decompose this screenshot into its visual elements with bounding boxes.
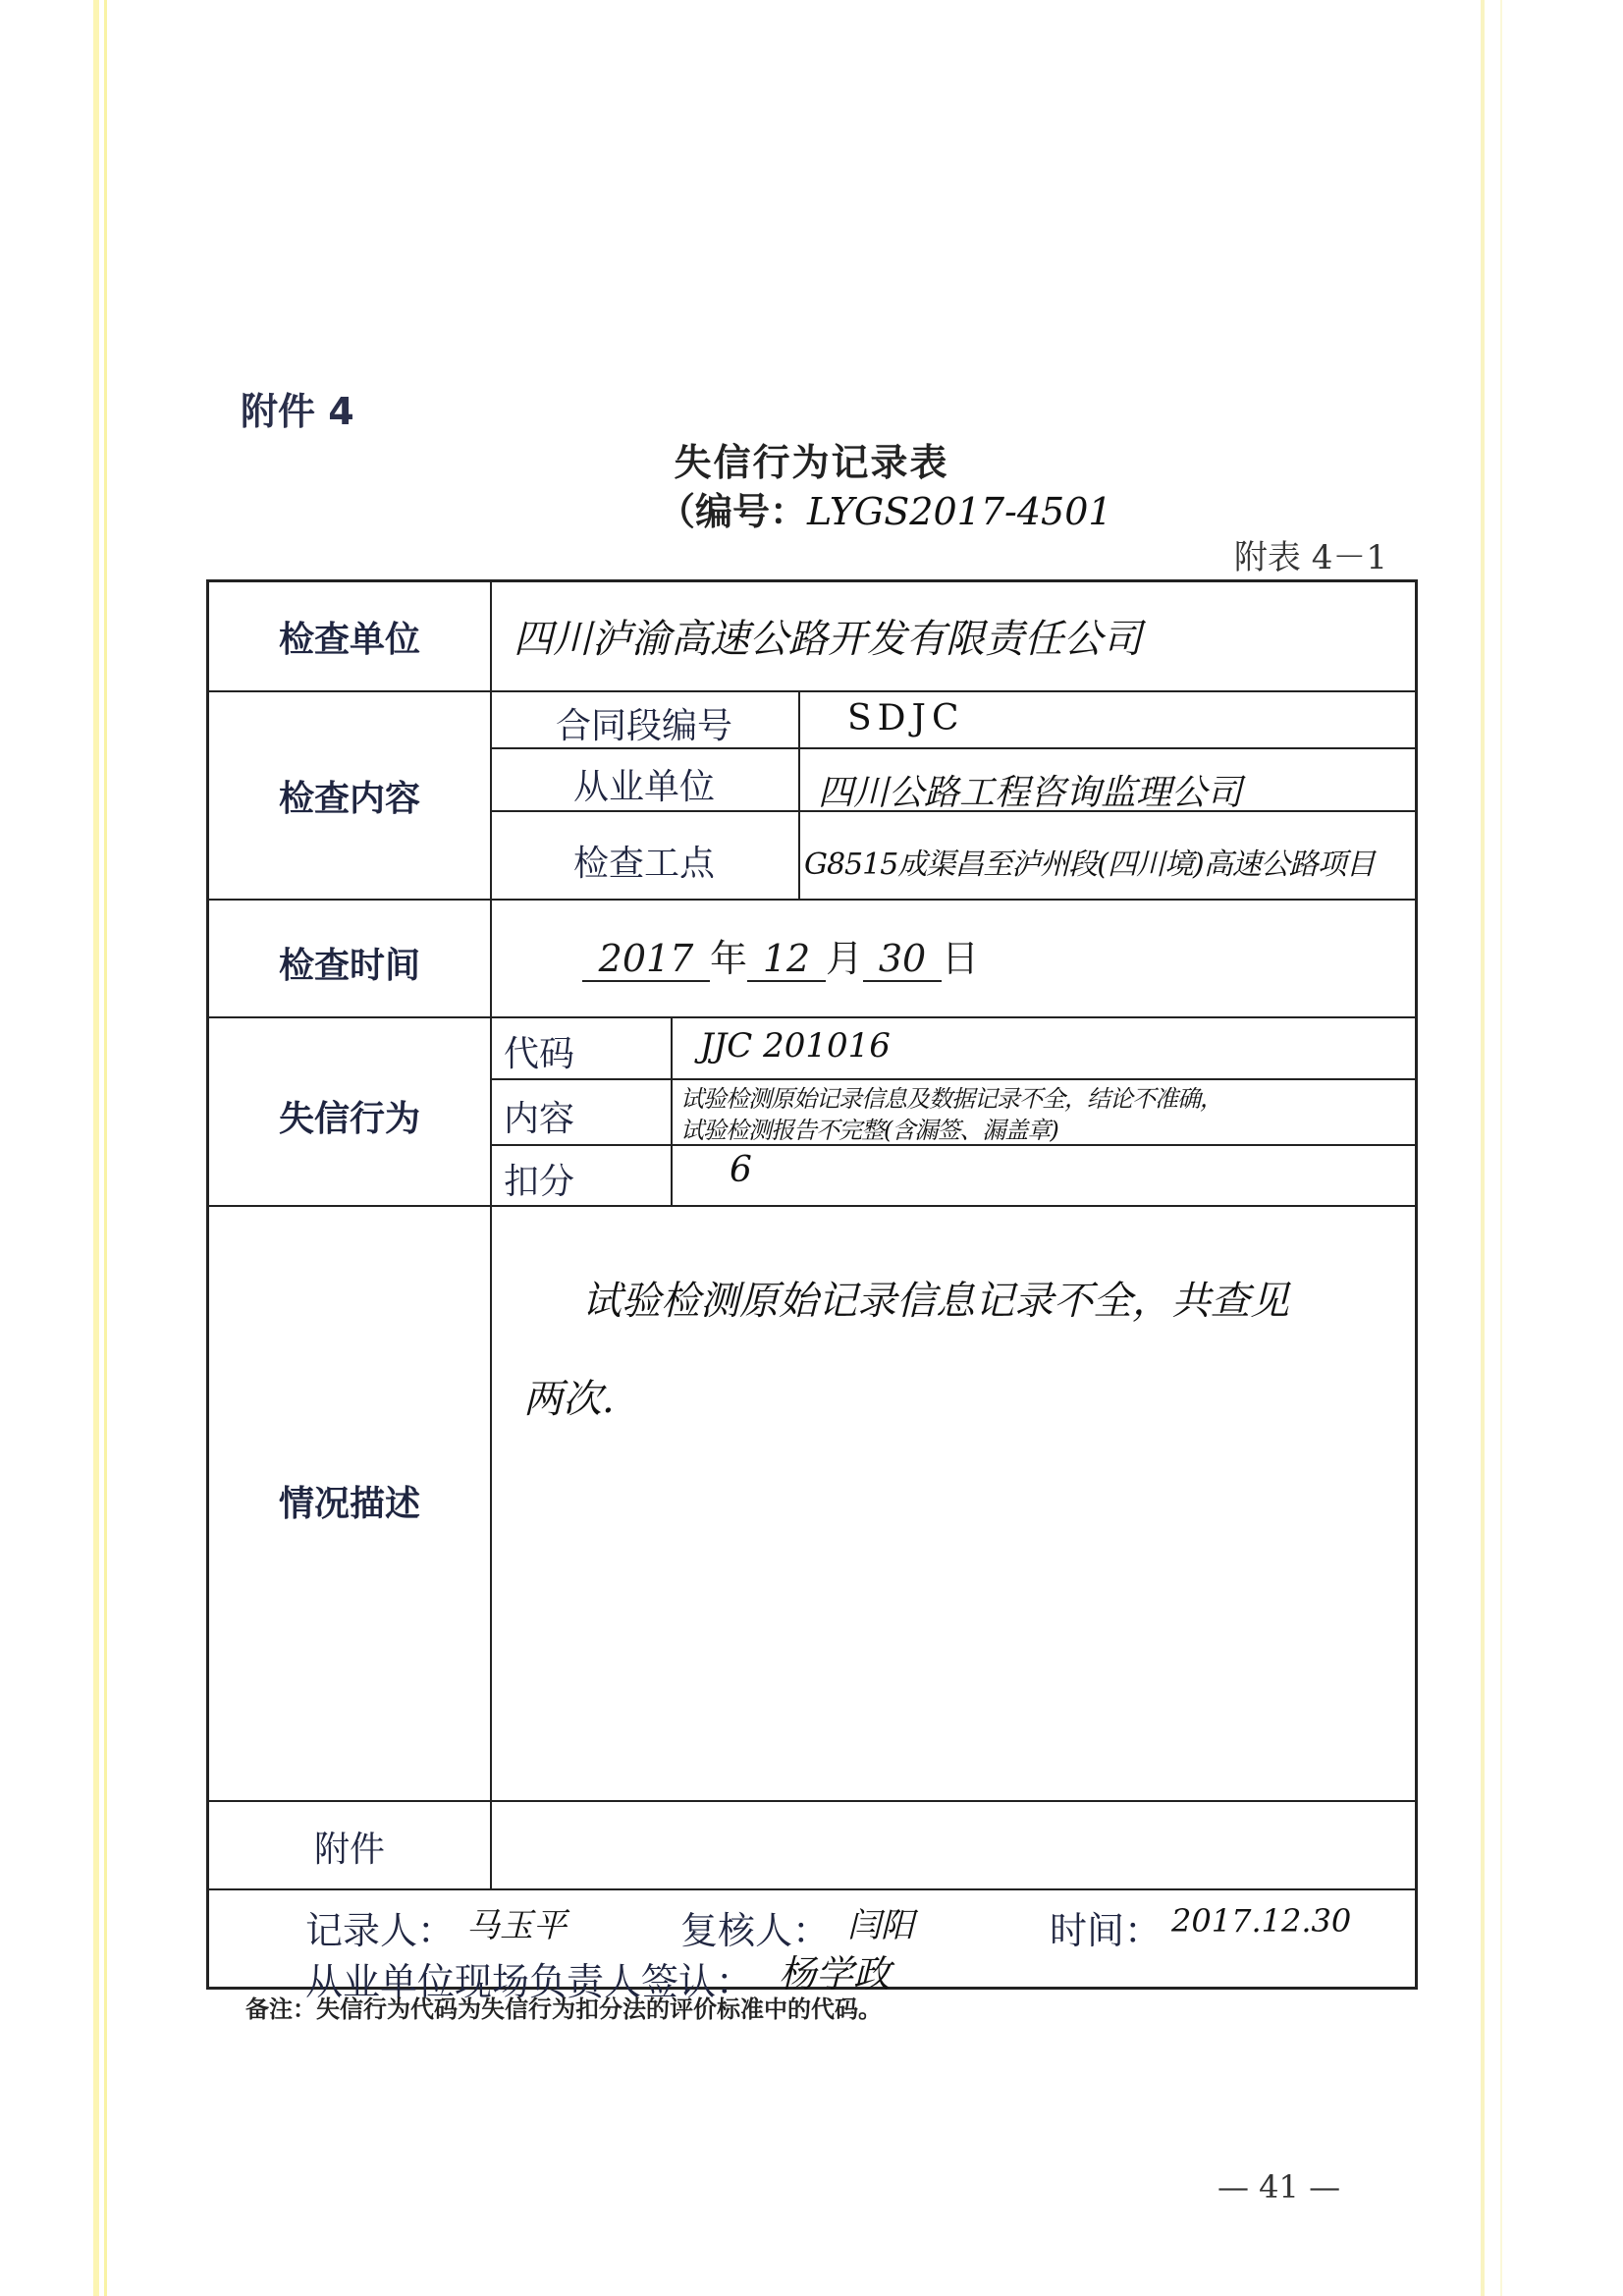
footnote: 备注：失信行为代码为失信行为扣分法的评价标准中的代码。 [245,1995,882,2023]
table-number: 附表 4－1 [1233,538,1387,577]
record-form [206,579,1418,2003]
number-value: LYGS2017-4501 [807,490,1112,533]
inspect-unit-value: 四川泸渝高速公路开发有限责任公司 [514,617,1142,662]
code-label: 代码 [504,1034,575,1074]
number-prefix: （编号： [658,490,808,533]
scan-stripe [93,0,99,2296]
reviewer-value: 闫阳 [847,1906,914,1945]
dishonest-label: 失信行为 [278,1099,420,1139]
contract-label: 合同段编号 [555,706,732,746]
description-line-1: 试验检测原始记录信息记录不全，共查见 [582,1279,1289,1324]
year-unit: 年 [710,937,748,980]
description-line-2: 两次. [523,1377,615,1422]
attachment-row-label: 附件 [313,1830,385,1870]
sign-label: 从业单位现场负责人签认： [305,1960,754,2003]
deduct-value: 6 [730,1150,752,1190]
deduct-label: 扣分 [504,1162,575,1202]
sign-value: 杨学政 [779,1952,892,1995]
document-number [658,481,1112,535]
contract-value: SDJC [847,698,965,738]
inspect-time-label: 检查时间 [278,946,420,986]
unit-value: 四川公路工程咨询监理公司 [818,773,1243,813]
scan-stripe [104,0,107,2296]
unit-label: 从业单位 [572,767,715,807]
year-value: 2017 [582,937,710,982]
time-label: 时间： [1050,1909,1163,1952]
recorder-label: 记录人： [305,1909,456,1952]
description-label: 情况描述 [278,1484,420,1524]
content-line-2: 试验检测报告不完整(含漏签、漏盖章) [680,1117,1058,1144]
recorder-value: 马玉平 [466,1906,567,1945]
site-value: G8515成渠昌至泸州段(四川境)高速公路项目 [804,847,1375,882]
time-value: 2017.12.30 [1171,1902,1352,1940]
site-label: 检查工点 [572,844,715,884]
page-title: 失信行为记录表 [674,441,949,484]
content-line-1: 试验检测原始记录信息及数据记录不全，结论不准确， [680,1085,1222,1113]
scan-stripe [1500,0,1502,2296]
scan-stripe [1481,0,1485,2296]
day-unit: 日 [942,937,980,980]
attachment-label: 附件 4 [241,390,354,433]
day-value: 30 [863,937,942,982]
code-value: JJC 201016 [700,1026,891,1066]
month-value: 12 [747,937,826,982]
inspect-unit-label: 检查单位 [278,620,420,660]
inspect-time-value [582,928,979,982]
reviewer-label: 复核人： [680,1909,831,1952]
month-unit: 月 [826,937,864,980]
content-label: 内容 [504,1099,575,1139]
inspect-content-label: 检查内容 [278,779,420,819]
page-number: — 41 — [1217,2168,1341,2206]
